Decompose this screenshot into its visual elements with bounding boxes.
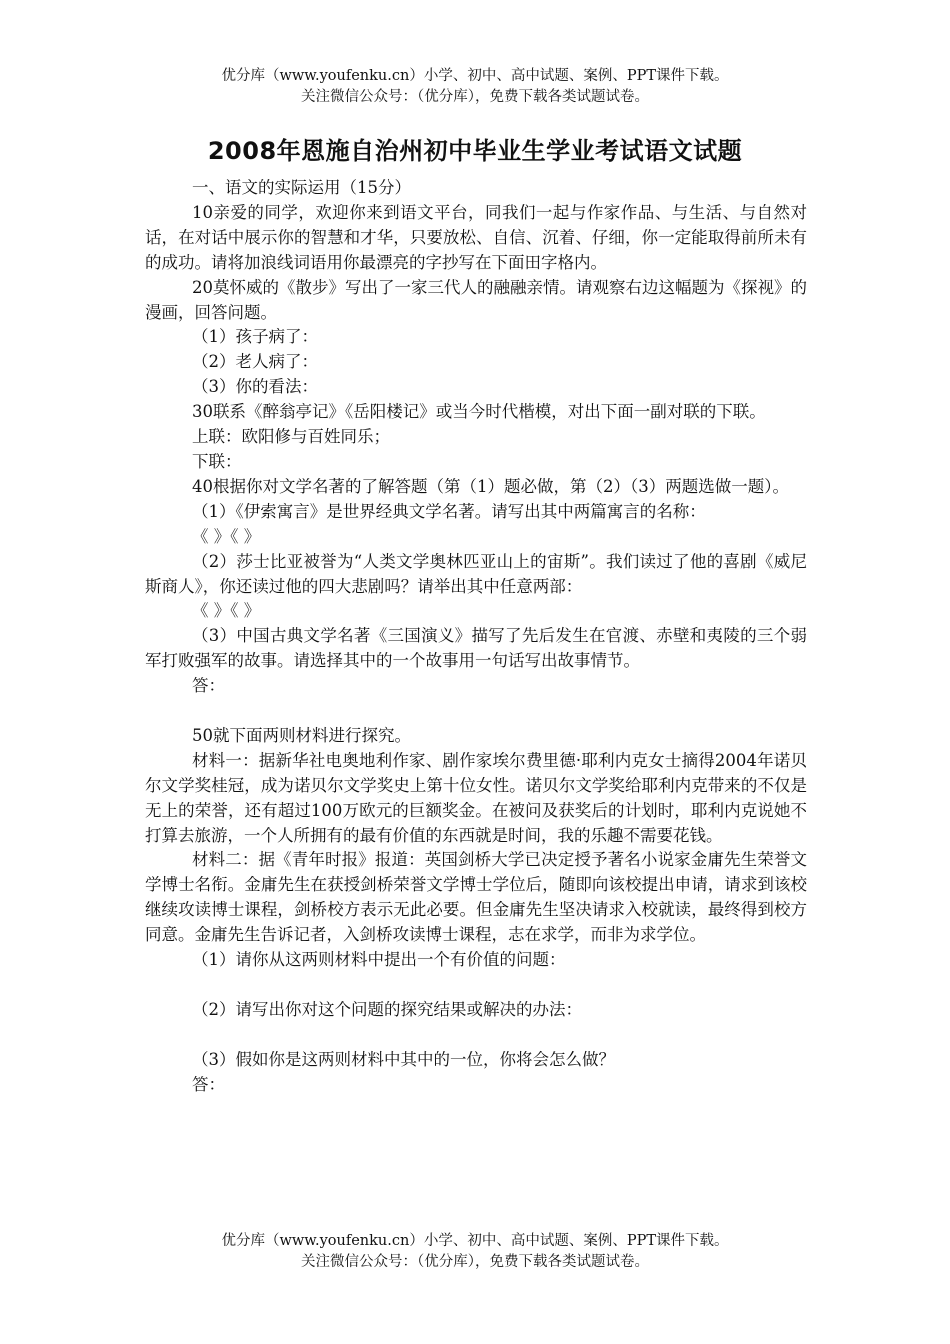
paragraph: （2）请写出你对这个问题的探究结果或解决的办法： [192, 999, 582, 1019]
paragraph: 40根据你对文学名著的了解答题（第（1）题必做，第（2）（3）两题选做一题）。 [192, 476, 789, 496]
paragraph: （2）莎士比亚被誉为“人类文学奥林匹亚山上的宙斯”。我们读过了他的喜剧《威尼斯商人》，你还读过他的四大悲剧吗？请举出其中任意两部： [145, 551, 807, 596]
header-line-2: 关注微信公众号：（优分库），免费下载各类试题试卷。 [301, 89, 649, 105]
paragraph: （1）《伊索寓言》是世界经典文学名著。请写出其中两篇寓言的名称： [192, 501, 706, 521]
document-title: 2008年恩施自治州初中毕业生学业考试语文试题 [207, 137, 743, 165]
paragraph: 《 》《 》 [192, 526, 261, 546]
page-footer [0, 1231, 950, 1273]
header-line-1: 优分库（www.youfenku.cn）小学、初中、高中试题、案例、PPT课件下载。 [221, 68, 729, 84]
paragraph: （3）假如你是这两则材料中其中的一位，你将会怎么做？ [192, 1049, 615, 1069]
paragraph: 材料一：据新华社电奥地利作家、剧作家埃尔费里德·耶利内克女士摘得2004年诺贝尔文学奖桂冠，成为诺贝尔文学奖史上第十位女性。诺贝尔文学奖给耶利内克带来的不仅是无上的荣誉，还有超过100万欧元的巨额奖金。在被问及获奖后的计划时，耶利内克说她不打算去旅游，一个人所拥有的最有价值的东西就是时间，我的乐趣不需要花钱。 [145, 750, 807, 845]
paragraph: 20莫怀威的《散步》写出了一家三代人的融融亲情。请观察右边这幅题为《探视》的漫画，回答问题。 [145, 277, 807, 322]
paragraph: （3）你的看法： [192, 377, 318, 397]
paragraph: 30联系《醉翁亭记》《岳阳楼记》或当今时代楷模，对出下面一副对联的下联。 [192, 402, 766, 422]
blank-line [145, 973, 807, 998]
blank-line [145, 1023, 807, 1048]
paragraph: 《 》《 》 [192, 601, 261, 621]
paragraph: 下联： [192, 451, 242, 471]
paragraph: 10亲爱的同学，欢迎你来到语文平台，同我们一起与作家作品、与生活、与自然对话，在对话中展示你的智慧和才华，只要放松、自信、沉着、仔细，你一定能取得前所未有的成功。请将加浪线词语用你最漂亮的字抄写在下面田字格内。 [145, 202, 807, 272]
paragraph: 答： [192, 676, 225, 696]
paragraph: 上联：欧阳修与百姓同乐； [192, 427, 390, 447]
paragraph: （1）孩子病了： [192, 327, 318, 347]
paragraph: 50就下面两则材料进行探究。 [192, 725, 411, 745]
blank-line [145, 699, 807, 724]
page-header [0, 66, 950, 108]
paragraph: 材料二：据《青年时报》报道：英国剑桥大学已决定授予著名小说家金庸先生荣誉文学博士名衔。金庸先生在获授剑桥荣誉文学博士学位后，随即向该校提出申请，请求到该校继续攻读博士课程，剑桥校方表示无此必要。但金庸先生坚决请求入校就读，最终得到校方同意。金庸先生告诉记者，入剑桥攻读博士课程，志在求学，而非为求学位。 [145, 850, 807, 945]
paragraph: （3）中国古典文学名著《三国演义》描写了先后发生在官渡、赤壁和夷陵的三个弱军打败强军的故事。请选择其中的一个故事用一句话写出故事情节。 [145, 626, 807, 671]
paragraph: （1）请你从这两则材料中提出一个有价值的问题： [192, 950, 566, 970]
document-body [145, 176, 807, 1097]
paragraph: 答： [192, 1074, 225, 1094]
footer-line-1: 优分库（www.youfenku.cn）小学、初中、高中试题、案例、PPT课件下载。 [221, 1233, 729, 1249]
paragraph: 一、语文的实际运用（15分） [192, 178, 411, 197]
paragraph: （2）老人病了： [192, 352, 318, 372]
footer-line-2: 关注微信公众号：（优分库），免费下载各类试题试卷。 [301, 1254, 649, 1270]
